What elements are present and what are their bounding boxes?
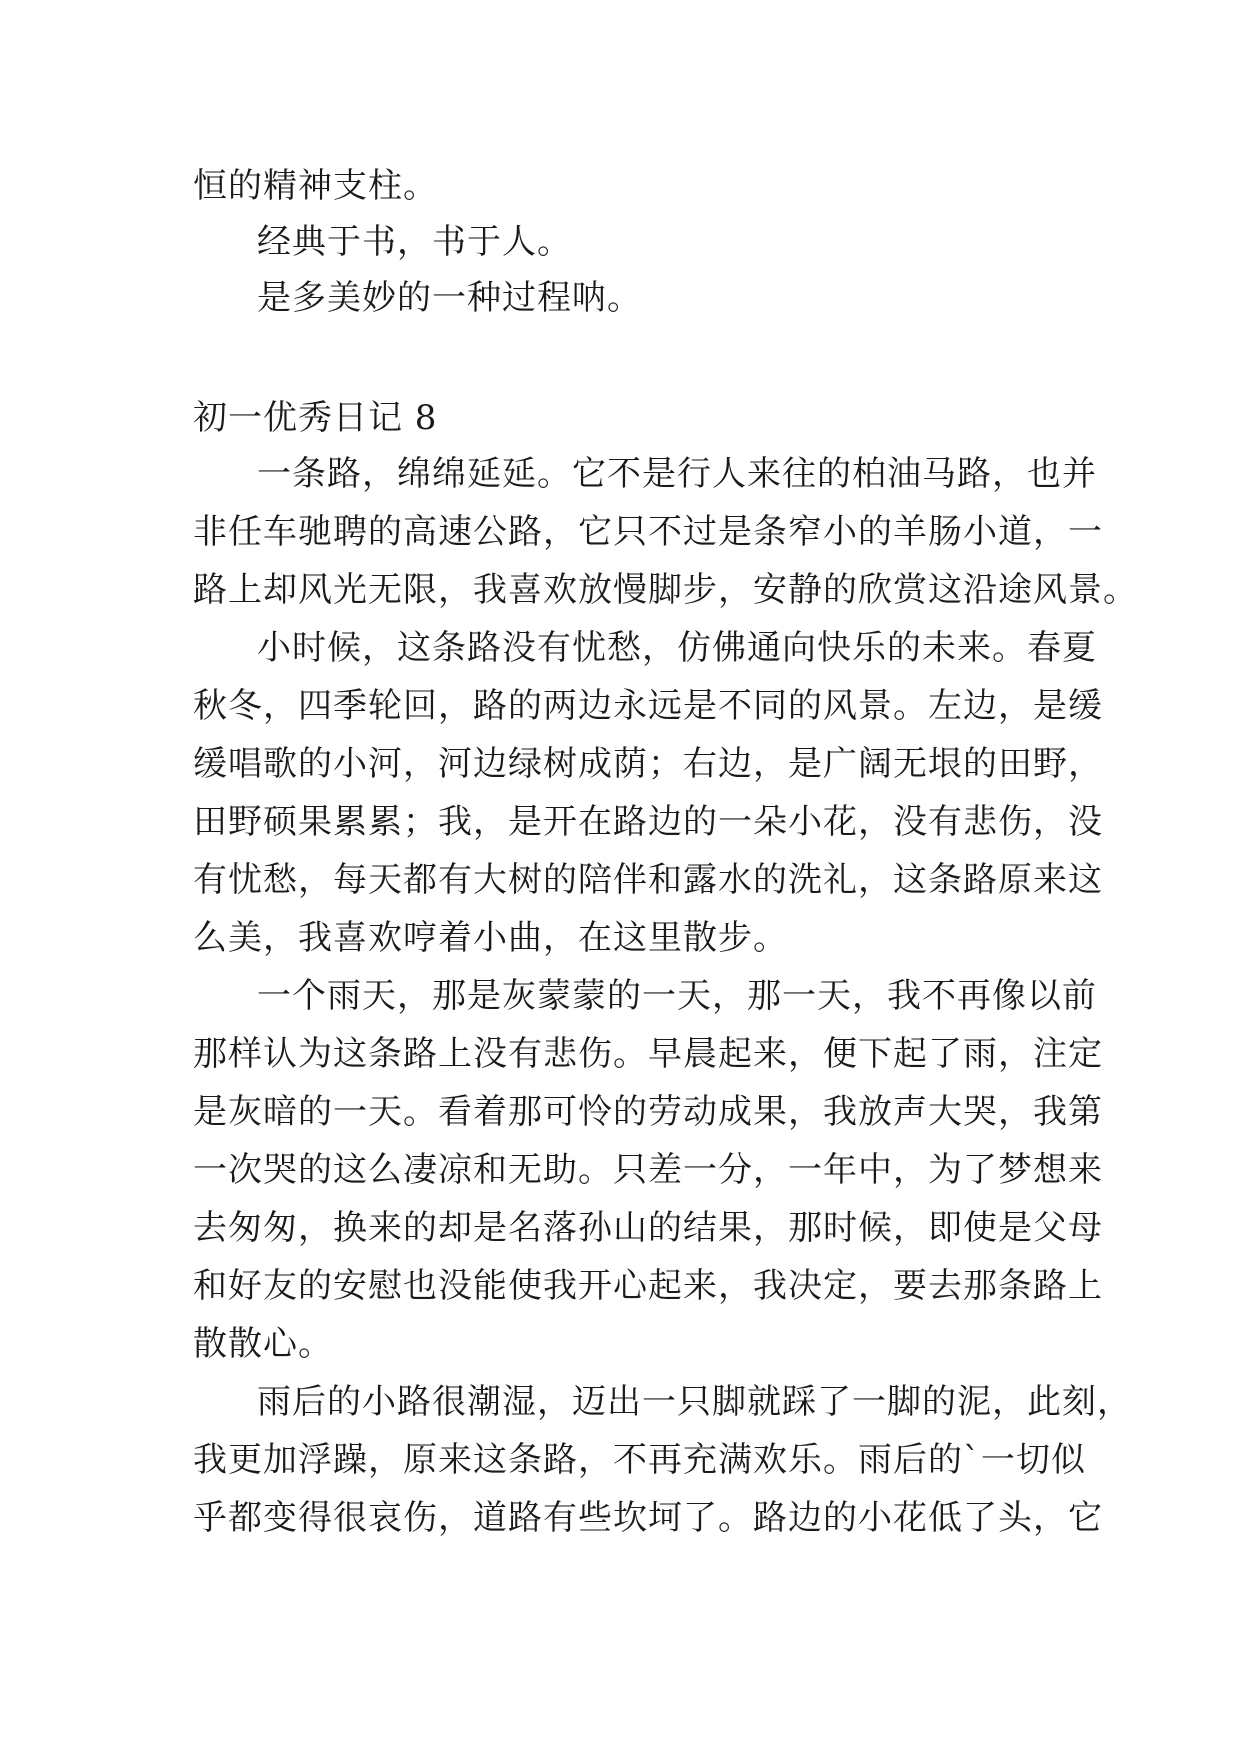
paragraph-line: 我更加浮躁，原来这条路，不再充满欢乐。雨后的`一切似 bbox=[193, 1440, 1086, 1480]
paragraph-line: 恒的精神支柱。 bbox=[193, 166, 438, 206]
paragraph-line: 散散心。 bbox=[193, 1324, 333, 1364]
paragraph-line: 小时候，这条路没有忧愁，仿佛通向快乐的未来。春夏 bbox=[257, 628, 1097, 668]
paragraph-line: 田野硕果累累；我，是开在路边的一朵小花，没有悲伤，没 bbox=[193, 802, 1103, 842]
paragraph-line: 有忧愁，每天都有大树的陪伴和露水的洗礼，这条路原来这 bbox=[193, 860, 1103, 900]
paragraph-line: 秋冬，四季轮回，路的两边永远是不同的风景。左边，是缓 bbox=[193, 686, 1103, 726]
paragraph-line: 去匆匆，换来的却是名落孙山的结果，那时候，即使是父母 bbox=[193, 1208, 1103, 1248]
paragraph-line: 经典于书，书于人。 bbox=[257, 222, 572, 262]
paragraph-line: 一条路，绵绵延延。它不是行人来往的柏油马路，也并 bbox=[257, 454, 1097, 494]
paragraph-line: 是灰暗的一天。看着那可怜的劳动成果，我放声大哭，我第 bbox=[193, 1092, 1103, 1132]
paragraph-line: 路上却风光无限，我喜欢放慢脚步，安静的欣赏这沿途风景。 bbox=[193, 570, 1138, 610]
paragraph-line: 么美，我喜欢哼着小曲，在这里散步。 bbox=[193, 918, 788, 958]
paragraph-line: 那样认为这条路上没有悲伤。早晨起来，便下起了雨，注定 bbox=[193, 1034, 1103, 1074]
paragraph-line: 是多美妙的一种过程呐。 bbox=[257, 278, 642, 318]
paragraph-line: 雨后的小路很潮湿，迈出一只脚就踩了一脚的泥，此刻， bbox=[257, 1382, 1132, 1422]
paragraph-line: 一个雨天，那是灰蒙蒙的一天，那一天，我不再像以前 bbox=[257, 976, 1097, 1016]
paragraph-line: 和好友的安慰也没能使我开心起来，我决定，要去那条路上 bbox=[193, 1266, 1103, 1306]
paragraph-line: 缓唱歌的小河，河边绿树成荫；右边，是广阔无垠的田野， bbox=[193, 744, 1103, 784]
paragraph-line: 乎都变得很哀伤，道路有些坎坷了。路边的小花低了头，它 bbox=[193, 1498, 1103, 1538]
paragraph-line: 非任车驰聘的高速公路，它只不过是条窄小的羊肠小道，一 bbox=[193, 512, 1103, 552]
paragraph-line: 一次哭的这么凄凉和无助。只差一分，一年中，为了梦想来 bbox=[193, 1150, 1103, 1190]
section-title: 初一优秀日记 8 bbox=[193, 398, 438, 438]
